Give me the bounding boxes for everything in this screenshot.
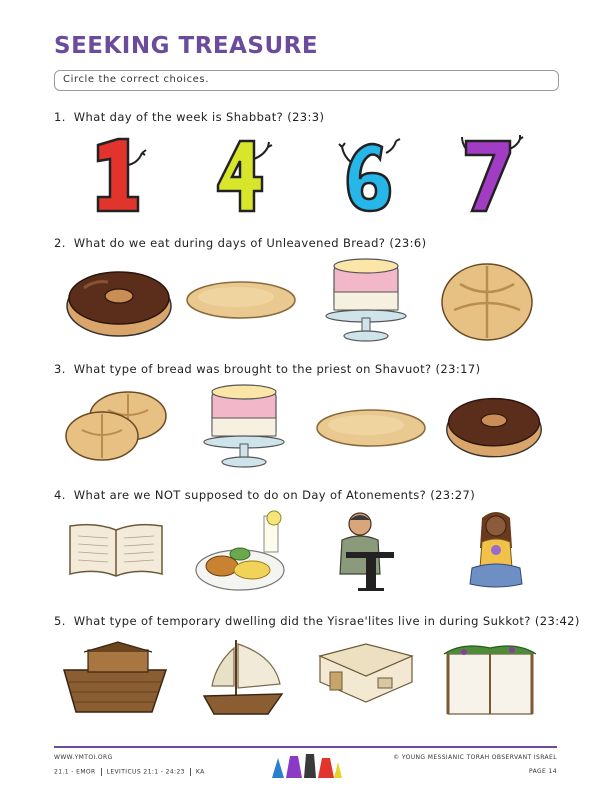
number-seven-icon: [460, 135, 524, 215]
choice-donut[interactable]: [444, 386, 544, 462]
question-number: 3.: [54, 362, 66, 376]
ark-boat-icon: [62, 640, 168, 716]
question-4: [54, 488, 475, 502]
donut-icon: [64, 262, 174, 338]
footer-level: KA: [195, 768, 205, 776]
open-book-icon: [66, 520, 166, 580]
page-title: SEEKING TREASURE: [54, 33, 319, 59]
choice-ark-boat[interactable]: [62, 640, 168, 716]
ymtoi-logo: [268, 752, 344, 780]
question-text: What do we eat during days of Unleavened Bread? (23:6): [73, 236, 427, 250]
footer-copyright: © YOUNG MESSIANIC TORAH OBSERVANT ISRAEL: [393, 754, 557, 761]
two-bread-loaves-icon: [64, 388, 170, 462]
number-four-icon: [210, 135, 274, 215]
donut-icon: [444, 386, 544, 462]
choice-meal-plate[interactable]: [194, 508, 290, 592]
number-six-icon: [338, 135, 402, 215]
footer-portion: 21.1 - EMOR: [54, 768, 96, 776]
footer-scripture: LEVITICUS 21:1 - 24:23: [106, 768, 185, 776]
instruction-text: Circle the correct choices.: [63, 74, 210, 85]
choice-number-seven[interactable]: [460, 135, 524, 215]
cake-icon: [196, 382, 292, 470]
separator: [101, 768, 102, 776]
choice-cake[interactable]: [196, 382, 292, 470]
question-2: [54, 236, 427, 250]
choice-bread-loaf[interactable]: [440, 260, 534, 342]
meal-plate-icon: [194, 508, 290, 592]
sailing-ship-icon: [196, 636, 290, 718]
number-one-icon: [88, 135, 146, 215]
bread-loaf-icon: [440, 260, 534, 342]
choice-girl-praying[interactable]: [466, 508, 526, 592]
question-text: What are we NOT supposed to do on Day of Atonements? (23:27): [73, 488, 476, 502]
question-text: What type of bread was brought to the priest on Shavuot? (23:17): [73, 362, 481, 376]
choice-flatbread[interactable]: [316, 408, 426, 448]
footer-rule: [54, 746, 557, 748]
choice-flatbread[interactable]: [186, 280, 296, 320]
question-number: 5.: [54, 614, 66, 628]
choice-number-one[interactable]: [88, 135, 146, 215]
question-5: [54, 614, 580, 628]
flatbread-icon: [316, 408, 426, 448]
choice-cake[interactable]: [318, 256, 414, 344]
separator: [190, 768, 191, 776]
footer-website[interactable]: WWW.YMTOI.ORG: [54, 754, 113, 761]
sukkah-booth-icon: [442, 640, 538, 718]
question-number: 1.: [54, 110, 66, 124]
girl-praying-icon: [466, 508, 526, 592]
choice-house[interactable]: [316, 642, 416, 716]
question-3: [54, 362, 480, 376]
choice-number-four[interactable]: [210, 135, 274, 215]
choice-man-at-podium[interactable]: [330, 508, 400, 592]
choice-sailing-ship[interactable]: [196, 636, 290, 718]
cake-icon: [318, 256, 414, 344]
choice-sukkah-booth[interactable]: [442, 640, 538, 718]
flatbread-icon: [186, 280, 296, 320]
choice-open-book[interactable]: [66, 520, 166, 580]
question-number: 4.: [54, 488, 66, 502]
man-at-podium-icon: [330, 508, 400, 592]
house-icon: [316, 642, 416, 716]
choice-donut[interactable]: [64, 262, 174, 338]
ymtoi-logo-icon: [268, 752, 344, 780]
footer-reference: [54, 768, 205, 776]
question-text: What day of the week is Shabbat? (23:3): [73, 110, 325, 124]
choice-number-six[interactable]: [338, 135, 402, 215]
question-1: [54, 110, 324, 124]
instruction-box: [54, 70, 559, 91]
question-text: What type of temporary dwelling did the Yisrae'lites live in during Sukkot? (23:42): [73, 614, 580, 628]
page-number: PAGE 14: [528, 768, 557, 775]
question-number: 2.: [54, 236, 66, 250]
choice-two-bread-loaves[interactable]: [64, 388, 170, 462]
